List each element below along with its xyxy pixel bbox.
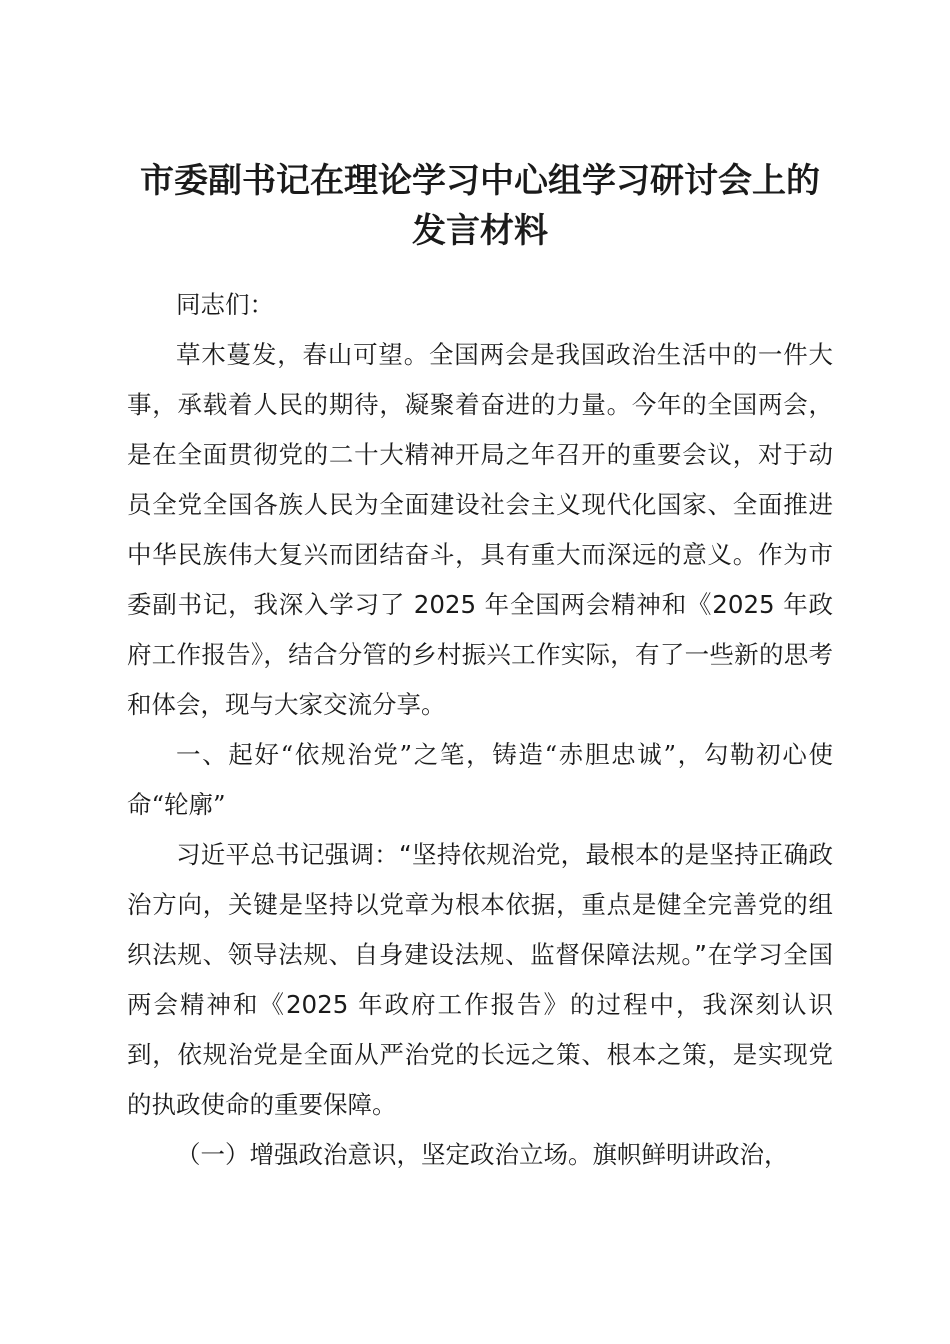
- section-1-paragraph: 习近平总书记强调：“坚持依规治党，最根本的是坚持正确政治方向，关键是坚持以党章为根本依据，重点是健全完善党的组织法规、领导法规、自身建设法规、监督保障法规。”在学习全国两会精神和《2025 年政府工作报告》的过程中，我深刻认识到，依规治党是全面从严治党的长远之策、根本之策，是实现党的执政使命的重要保障。: [127, 840, 833, 1119]
- document-title-line1: 市委副书记在理论学习中心组学习研讨会上的: [140, 161, 820, 201]
- salutation: 同志们：: [176, 290, 274, 319]
- document-title-line2: 发言材料: [412, 211, 548, 251]
- subsection-1-start: （一）增强政治意识，坚定政治立场。旗帜鲜明讲政治，: [176, 1140, 789, 1169]
- document-body: [127, 280, 833, 1180]
- section-1-heading: 一、起好“依规治党”之笔，铸造“赤胆忠诚”，勾勒初心使命“轮廓”: [127, 740, 833, 819]
- intro-paragraph: 草木蔓发，春山可望。全国两会是我国政治生活中的一件大事，承载着人民的期待，凝聚着奋进的力量。今年的全国两会，是在全面贯彻党的二十大精神开局之年召开的重要会议，对于动员全党全国各族人民为全面建设社会主义现代化国家、全面推进中华民族伟大复兴而团结奋斗，具有重大而深远的意义。作为市委副书记，我深入学习了 2025 年全国两会精神和《2025 年政府工作报告》，结合分管的乡村振兴工作实际，有了一些新的思考和体会，现与大家交流分享。: [127, 340, 833, 719]
